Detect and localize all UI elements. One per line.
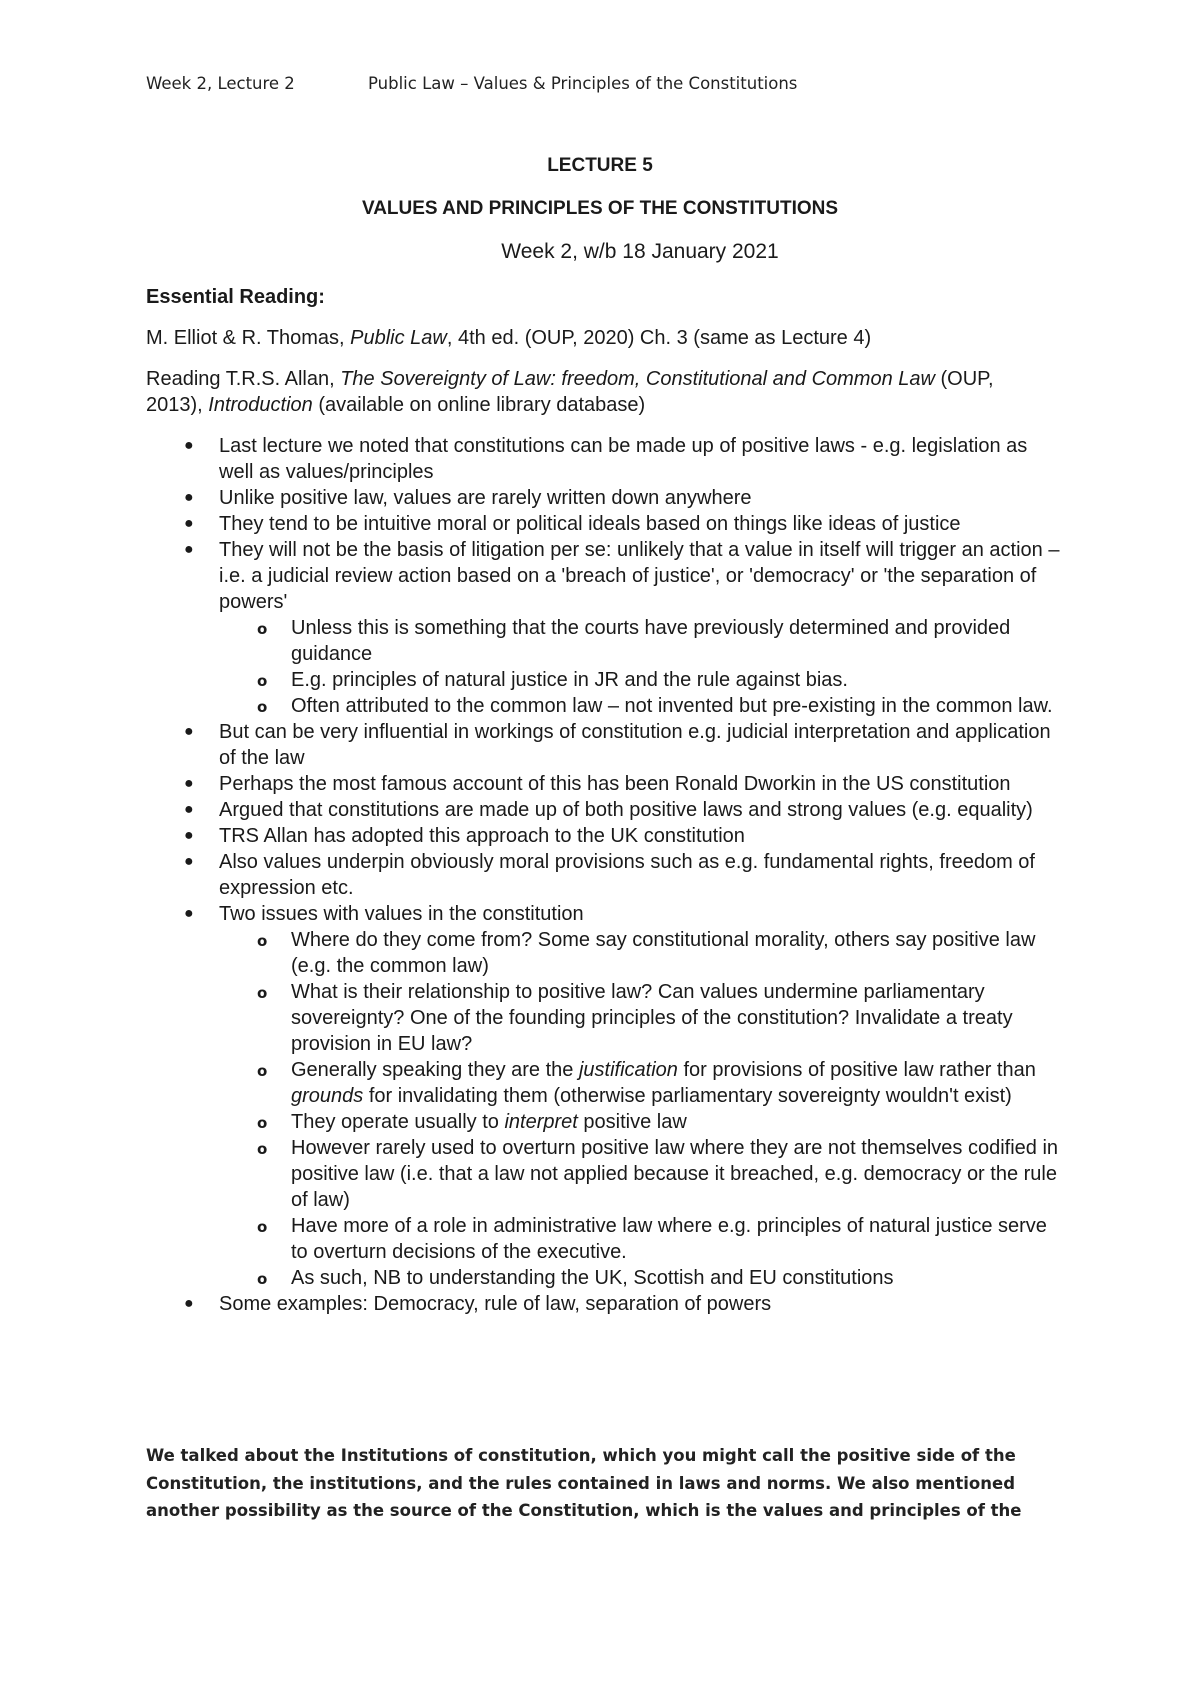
sub-list-item: o They operate usually to interpret positive law xyxy=(146,1109,1066,1135)
sub-list-item: o Unless this is something that the courts have previously determined and provided guidance xyxy=(257,617,1011,665)
sub-bullet-icon: o xyxy=(257,1270,268,1288)
sub-bullet-icon: o xyxy=(257,698,268,716)
lecture-notes-list xyxy=(146,433,1066,1317)
list-item: ● But can be very influential in workings of constitution e.g. judicial interpretation and application of the law xyxy=(184,721,1051,769)
sub-bullet-icon: o xyxy=(257,1140,268,1158)
bullet-icon: ● xyxy=(184,541,194,558)
header-week: Week 2, Lecture 2 xyxy=(146,74,295,93)
sub-list-item: o E.g. principles of natural justice in JR and the rule against bias. xyxy=(146,667,1066,693)
lecture-number: LECTURE 5 xyxy=(547,155,653,176)
date-line: Week 2, w/b 18 January 2021 xyxy=(501,240,779,263)
bullet-icon: ● xyxy=(184,775,194,792)
bullet-icon: ● xyxy=(184,723,194,740)
reading-2-chapter: Introduction xyxy=(208,394,313,416)
sub-list-item: o What is their relationship to positive law? Can values undermine parliamentary sovereignty? One of the founding principles of the constitution? Invalidate a treaty provision in EU law? xyxy=(257,981,1013,1055)
reading-1-details: , 4th ed. (OUP, 2020) Ch. 3 (same as Lecture 4) xyxy=(446,327,872,349)
sub-bullet-icon: o xyxy=(257,1062,268,1080)
sub-bullet-icon: o xyxy=(257,620,268,638)
sub-list-item: o Have more of a role in administrative law where e.g. principles of natural justice serve to overturn decisions of the executive. xyxy=(257,1215,1047,1263)
reading-1-authors: M. Elliot & R. Thomas, xyxy=(146,327,351,349)
sub-list-item: o Often attributed to the common law – not invented but pre-existing in the common law. xyxy=(146,693,1066,719)
sub-bullet-icon: o xyxy=(257,984,268,1002)
reading-item-2 xyxy=(146,366,1046,418)
reading-2-publisher: (OUP, 2013), xyxy=(146,368,994,416)
header-course: Public Law – Values & Principles of the Constitutions xyxy=(368,74,798,93)
essential-reading-heading: Essential Reading: xyxy=(146,286,325,308)
bullet-icon: ● xyxy=(184,489,194,506)
lecture-title: VALUES AND PRINCIPLES OF THE CONSTITUTIONS xyxy=(361,198,839,219)
sub-bullet-icon: o xyxy=(257,672,268,690)
list-item: ● Unlike positive law, values are rarely written down anywhere xyxy=(184,487,752,509)
bullet-icon: ● xyxy=(184,853,194,870)
reading-1-title: Public Law xyxy=(350,327,447,349)
reading-2-availability: (available on online library database) xyxy=(312,394,646,416)
reading-item-1 xyxy=(146,325,871,351)
list-item: ● TRS Allan has adopted this approach to the UK constitution xyxy=(184,825,745,847)
list-item: ● Last lecture we noted that constitutions can be made up of positive laws - e.g. legislation as well as values/principles xyxy=(184,435,1028,483)
sub-bullet-icon: o xyxy=(257,1218,268,1236)
reading-2-title: The Sovereignty of Law: freedom, Constitutional and Common Law xyxy=(340,368,935,390)
list-item: ● Perhaps the most famous account of this has been Ronald Dworkin in the US constitution xyxy=(184,773,1011,795)
list-item: ● They will not be the basis of litigation per se: unlikely that a value in itself will trigger an action – i.e. a judicial review action based on a 'breach of justice', or 'democracy' or 'the separation of powers' o Unless this is something that the courts have previously determined and provided guidance o E.g. principles of natural justice in JR and the rule against bias. o Often attributed to the common law – not invented but pre-existing in the common law. xyxy=(146,537,1066,719)
sub-list-item: o Where do they come from? Some say constitutional morality, others say positive law (e.g. the common law) xyxy=(257,929,1036,977)
bullet-icon: ● xyxy=(184,515,194,532)
reading-2-authors: Reading T.R.S. Allan, xyxy=(146,368,341,390)
bullet-icon: ● xyxy=(184,801,194,818)
list-item: ● Argued that constitutions are made up of both positive laws and strong values (e.g. equality) xyxy=(184,799,1033,821)
bullet-icon: ● xyxy=(184,1295,194,1312)
list-item: ● Two issues with values in the constitution o Where do they come from? Some say constitutional morality, others say positive law (e.g. the common law) o What is their relationship to positive law? Can values undermine parliamentary sovereignty? One of the founding principles of the constitution? Invalidate a treaty provision in EU law? o Generally speaking they are the justification for provisions of positive law rather than grounds for invalidating them (otherwise parliamentary sovereignty wouldn't exist) o They operate usually to interpret positive law o However rarely used to overturn positive law where they are not themselves codified in positive law (i.e. that a law not applied because it breached, e.g. democracy or the rule of law) o Have more of a role in administrative law where e.g. principles of natural justice serve to overturn decisions of the executive. o As such, NB to understanding the UK, Scottish and EU constitutions xyxy=(146,901,1066,1291)
sub-list-item: o As such, NB to understanding the UK, Scottish and EU constitutions xyxy=(146,1265,1066,1291)
bullet-icon: ● xyxy=(184,905,194,922)
bullet-icon: ● xyxy=(184,827,194,844)
list-item: ● Also values underpin obviously moral provisions such as e.g. fundamental rights, freedom of expression etc. xyxy=(184,851,1035,899)
sub-bullet-icon: o xyxy=(257,1114,268,1132)
sub-bullet-icon: o xyxy=(257,932,268,950)
sub-list xyxy=(219,615,1066,719)
list-item: ● They tend to be intuitive moral or political ideals based on things like ideas of justice xyxy=(184,513,961,535)
page-header xyxy=(146,74,798,93)
list-item: ● Some examples: Democracy, rule of law, separation of powers xyxy=(184,1293,772,1315)
sub-list-item: o However rarely used to overturn positive law where they are not themselves codified in positive law (i.e. that a law not applied because it breached, e.g. democracy or the rule of law) xyxy=(257,1137,1059,1211)
bullet-icon: ● xyxy=(184,437,194,454)
closing-paragraph: We talked about the Institutions of constitution, which you might call the positive side of the Constitution, the institutions, and the rules contained in laws and norms. We also mentioned another possibility as the source of the Constitution, which is the values and principles of the xyxy=(146,1446,1022,1520)
sub-list xyxy=(219,927,1066,1291)
sub-list-item: o Generally speaking they are the justification for provisions of positive law rather than grounds for invalidating them (otherwise parliamentary sovereignty wouldn't exist) xyxy=(257,1059,1036,1107)
